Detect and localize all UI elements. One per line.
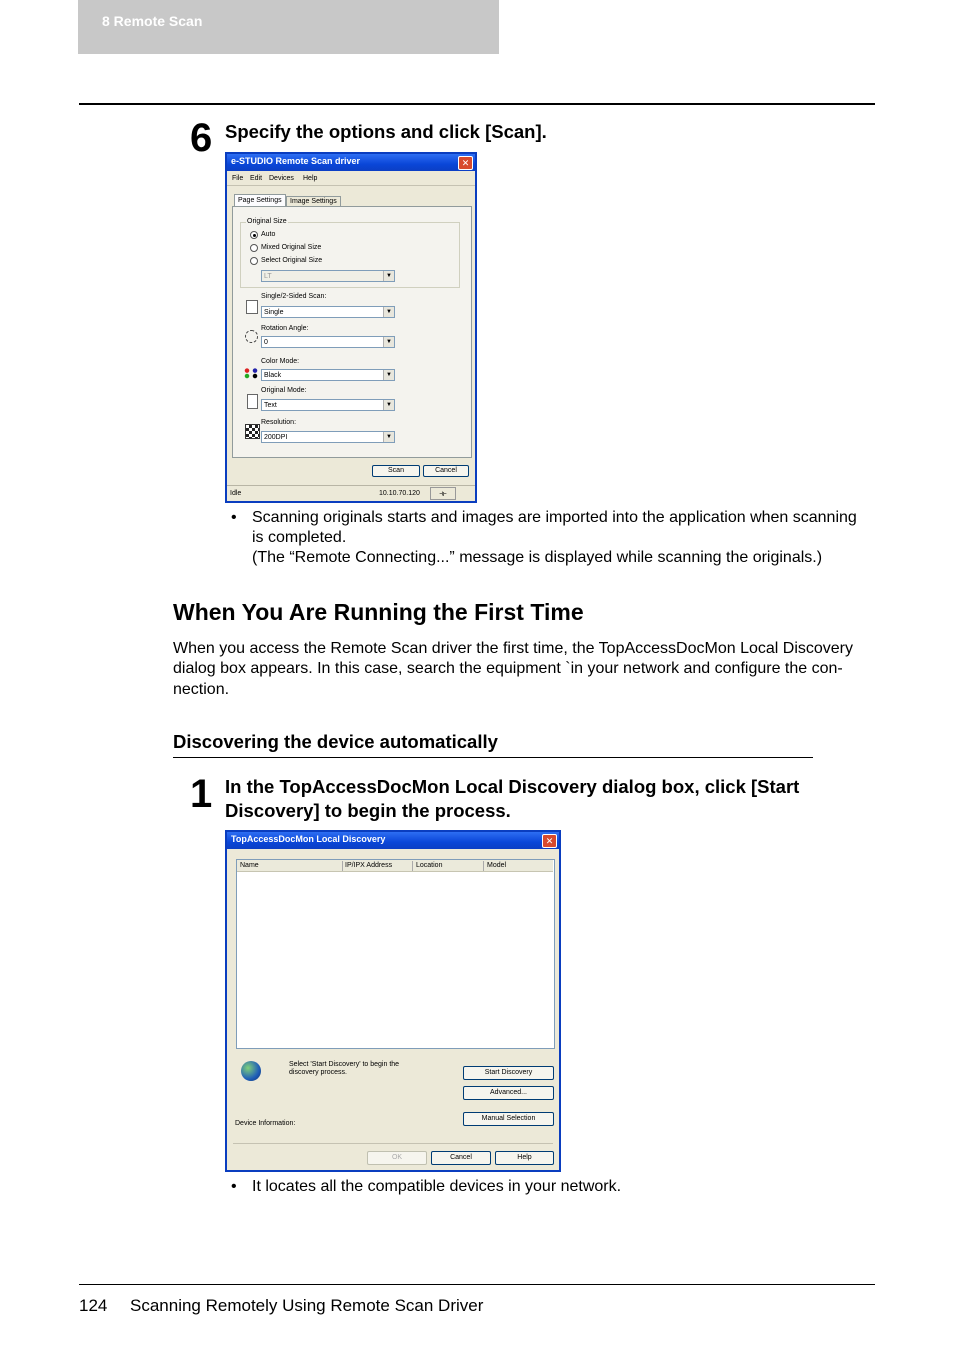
ok-button[interactable]: OK — [367, 1151, 427, 1165]
footer-divider — [233, 1143, 553, 1144]
rotation-label: Rotation Angle: — [261, 325, 309, 332]
original-mode-value: Text — [264, 402, 277, 409]
step-1-title-line-1: In the TopAccessDocMon Local Discovery dialog box, click [Start — [225, 776, 800, 797]
close-icon[interactable]: ✕ — [458, 156, 473, 170]
section-heading: When You Are Running the First Time — [173, 599, 584, 625]
chevron-down-icon: ▼ — [383, 370, 394, 380]
chevron-down-icon: ▼ — [383, 400, 394, 410]
scan-button[interactable]: Scan — [372, 465, 420, 477]
size-combo-value: LT — [264, 273, 272, 280]
top-rule — [79, 103, 875, 105]
step-number-1: 1 — [190, 772, 213, 816]
column-name[interactable]: Name — [240, 862, 259, 869]
local-discovery-dialog — [225, 830, 561, 1172]
subheading: Discovering the device automatically — [173, 731, 498, 752]
radio-mixed-size-label: Mixed Original Size — [261, 244, 322, 251]
menu-divider — [227, 185, 475, 186]
resolution-icon — [245, 424, 260, 439]
device-list[interactable] — [236, 859, 555, 1049]
color-mode-value: Black — [264, 372, 282, 379]
step-number-6: 6 — [190, 116, 213, 160]
bullet-line-3: (The “Remote Connecting...” message is displayed while scanning the originals.) — [252, 549, 823, 566]
help-button[interactable]: Help — [495, 1151, 554, 1165]
manual-selection-button[interactable]: Manual Selection — [463, 1112, 554, 1126]
column-location[interactable]: Location — [416, 862, 443, 869]
step-6-bullet — [231, 508, 881, 570]
globe-icon — [241, 1061, 261, 1081]
menu-file[interactable]: File — [232, 175, 244, 182]
rotation-combo[interactable] — [261, 336, 395, 348]
single-sided-value: Single — [264, 309, 284, 316]
chevron-down-icon: ▼ — [383, 271, 394, 281]
color-mode-combo[interactable] — [261, 369, 395, 381]
subheading-rule — [173, 757, 813, 758]
original-mode-label: Original Mode: — [261, 387, 307, 394]
single-sided-label: Single/2-Sided Scan: — [261, 293, 327, 300]
rotation-value: 0 — [264, 339, 268, 346]
page-icon — [246, 300, 258, 314]
hint-line-2: discovery process. — [289, 1069, 347, 1076]
bullet-line-1: Scanning originals starts and images are imported into the application when scanning — [252, 509, 857, 526]
status-ip: 10.10.70.120 — [379, 490, 420, 497]
resolution-label: Resolution: — [261, 419, 297, 426]
column-divider — [342, 861, 343, 871]
status-divider — [227, 485, 475, 486]
rotation-icon — [245, 330, 258, 343]
color-mode-icon — [243, 367, 259, 379]
chapter-header-tab — [78, 0, 499, 54]
advanced-button[interactable]: Advanced... — [463, 1086, 554, 1100]
dialog-titlebar — [227, 832, 559, 849]
column-address[interactable]: IP/IPX Address — [345, 862, 393, 869]
device-info-label: Device Information: — [235, 1120, 296, 1127]
close-icon[interactable]: ✕ — [542, 834, 557, 848]
original-mode-icon — [247, 394, 258, 409]
section-para-line-2: dialog box appears. In this case, search the equipment `in your network and configure the con- — [173, 660, 843, 677]
original-size-label: Original Size — [247, 218, 287, 225]
step-1-title-line-2: Discovery] to begin the process. — [225, 800, 511, 821]
section-para-line-1: When you access the Remote Scan driver the first time, the TopAccessDocMon Local Discovery — [173, 640, 853, 657]
radio-select-size[interactable] — [250, 257, 258, 265]
chevron-down-icon: ▼ — [383, 432, 394, 442]
column-divider — [412, 861, 413, 871]
resolution-combo[interactable] — [261, 431, 395, 443]
resolution-value: 200DPI — [264, 434, 288, 441]
status-text: Idle — [230, 490, 242, 497]
section-para-line-3: nection. — [173, 681, 230, 698]
hint-line-1: Select 'Start Discovery' to begin the — [289, 1061, 400, 1068]
step-6-title: Specify the options and click [Scan]. — [225, 121, 547, 142]
remote-scan-dialog — [225, 152, 477, 503]
menu-edit[interactable]: Edit — [250, 175, 263, 182]
start-discovery-button[interactable]: Start Discovery — [463, 1066, 554, 1080]
chevron-down-icon: ▼ — [383, 307, 394, 317]
radio-select-size-label: Select Original Size — [261, 257, 323, 264]
dialog-titlebar — [227, 154, 475, 171]
bullet-dot: • — [231, 509, 237, 526]
chapter-label: 8 Remote Scan — [102, 13, 203, 29]
size-combo[interactable] — [261, 270, 395, 282]
radio-mixed-size[interactable] — [250, 244, 258, 252]
footer-title: Scanning Remotely Using Remote Scan Driver — [130, 1296, 484, 1315]
connection-icon: ⟛ — [430, 487, 456, 500]
column-model[interactable]: Model — [487, 862, 507, 869]
radio-auto[interactable] — [250, 231, 258, 239]
radio-auto-label: Auto — [261, 231, 276, 238]
chevron-down-icon: ▼ — [383, 337, 394, 347]
cancel-button[interactable]: Cancel — [423, 465, 469, 477]
bullet-dot: • — [231, 1178, 237, 1195]
menu-devices[interactable]: Devices — [269, 175, 294, 182]
tab-page-settings[interactable]: Page Settings — [234, 194, 286, 207]
page-number: 124 — [79, 1296, 108, 1315]
menu-help[interactable]: Help — [303, 175, 318, 182]
dialog-title: e-STUDIO Remote Scan driver — [231, 156, 361, 166]
column-divider — [483, 861, 484, 871]
dialog-title: TopAccessDocMon Local Discovery — [231, 834, 386, 844]
bullet-text: It locates all the compatible devices in your network. — [252, 1178, 622, 1195]
color-mode-label: Color Mode: — [261, 358, 300, 365]
bottom-rule — [79, 1284, 875, 1285]
single-sided-combo[interactable] — [261, 306, 395, 318]
bullet-line-2: is completed. — [252, 529, 347, 546]
tab-image-settings[interactable]: Image Settings — [286, 196, 341, 207]
original-mode-combo[interactable] — [261, 399, 395, 411]
step-1-bullet — [231, 1177, 871, 1199]
cancel-button[interactable]: Cancel — [431, 1151, 491, 1165]
